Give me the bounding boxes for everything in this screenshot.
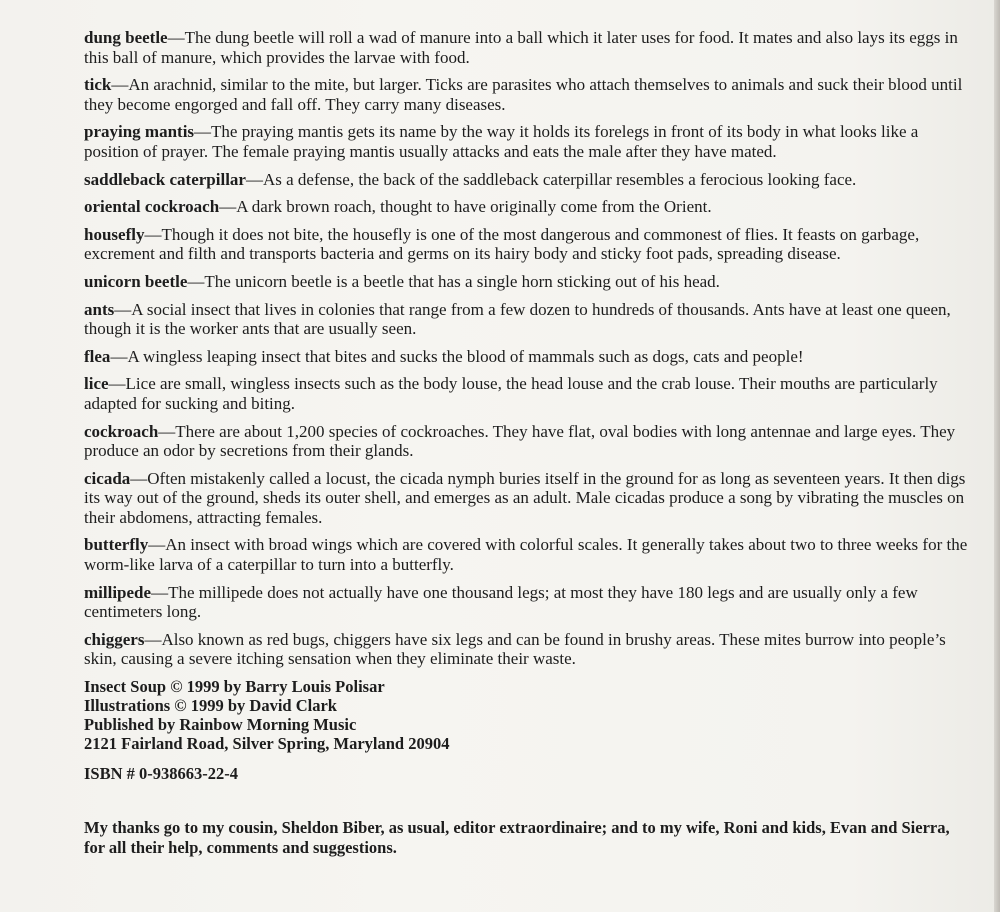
- glossary-definition: Though it does not bite, the housefly is one of the most dangerous and commonest of flies. It feasts on garbage, excrement and filth and transports bacteria and germs on its hairy body and sticky foot pads, spreading disease.: [84, 224, 920, 264]
- publisher-address: 2121 Fairland Road, Silver Spring, Maryland 20904: [84, 734, 450, 754]
- em-dash: —: [130, 468, 148, 488]
- glossary-definition: The dung beetle will roll a wad of manure into a ball which it later uses for food. It mates and also lays its eggs in this ball of manure, which provides the larvae with food.: [84, 28, 958, 67]
- glossary-content: [84, 28, 974, 858]
- glossary-definition: As a defense, the back of the saddleback caterpillar resembles a ferocious looking face.: [262, 169, 857, 189]
- glossary-definition: The millipede does not actually have one thousand legs; at most they have 180 legs and are usually only a few centimeters long.: [84, 582, 918, 622]
- em-dash: —: [158, 421, 176, 441]
- em-dash: —: [187, 271, 205, 291]
- glossary-entry: [84, 170, 974, 190]
- em-dash: —: [167, 28, 185, 47]
- glossary-entry: [84, 583, 974, 622]
- em-dash: —: [219, 197, 237, 217]
- glossary-term: butterfly: [84, 535, 149, 555]
- glossary-entry: [84, 272, 974, 292]
- glossary-entry: [84, 535, 974, 574]
- glossary-entry: [84, 469, 974, 528]
- glossary-definition: Lice are small, wingless insects such as the body louse, the head louse and the crab louse. Their mouths are particularly adapted for sucking and biting.: [84, 374, 938, 413]
- glossary-definition: A dark brown roach, thought to have originally come from the Orient.: [236, 197, 712, 217]
- em-dash: —: [110, 346, 128, 366]
- publisher: Published by Rainbow Morning Music: [84, 715, 357, 735]
- glossary-term: cockroach: [84, 421, 159, 441]
- glossary-term: tick: [84, 75, 112, 95]
- glossary-term: lice: [84, 374, 109, 394]
- em-dash: —: [144, 224, 162, 244]
- glossary-entry: [84, 374, 974, 413]
- em-dash: —: [111, 75, 129, 95]
- glossary-term: ants: [84, 299, 115, 319]
- em-dash: —: [108, 374, 126, 394]
- em-dash: —: [151, 582, 169, 602]
- glossary-entry: [84, 75, 974, 114]
- copyright-text: Insect Soup © 1999 by Barry Louis Polisar: [84, 677, 385, 697]
- glossary-term: housefly: [84, 224, 145, 244]
- glossary-term: saddleback caterpillar: [84, 169, 246, 189]
- glossary-entry: [84, 225, 974, 264]
- page-edge: [994, 0, 1000, 912]
- glossary-term: dung beetle: [84, 28, 168, 47]
- illustrations-credit: Illustrations © 1999 by David Clark: [84, 696, 337, 716]
- glossary-term: chiggers: [84, 629, 145, 649]
- glossary-definition: A wingless leaping insect that bites and sucks the blood of mammals such as dogs, cats and people!: [127, 346, 804, 366]
- glossary-definition: There are about 1,200 species of cockroaches. They have flat, oval bodies with long antennae and large eyes. They produce an odor by secretions from their glands.: [84, 421, 956, 461]
- glossary-entry: [84, 197, 974, 217]
- glossary-entry: [84, 28, 974, 67]
- em-dash: —: [245, 169, 263, 189]
- em-dash: —: [194, 122, 212, 142]
- em-dash: —: [148, 535, 166, 555]
- copyright-credits: [84, 677, 974, 753]
- glossary-entry: [84, 300, 974, 339]
- glossary-definition: An insect with broad wings which are covered with colorful scales. It generally takes about two to three weeks for the worm-like larva of a caterpillar to turn into a butterfly.: [84, 535, 968, 575]
- em-dash: —: [144, 629, 162, 649]
- glossary-definition: The praying mantis gets its name by the way it holds its forelegs in front of its body in what looks like a position of prayer. The female praying mantis usually attacks and eats the male after they have mated.: [84, 122, 919, 161]
- glossary-definition: Also known as red bugs, chiggers have six legs and can be found in brushy areas. These mites burrow into people’s skin, causing a severe itching sensation when they eliminate their waste.: [84, 629, 946, 669]
- glossary-list: [84, 28, 974, 669]
- glossary-entry: [84, 422, 974, 461]
- isbn: ISBN # 0-938663-22-4: [84, 764, 239, 784]
- glossary-term: unicorn beetle: [84, 271, 188, 291]
- glossary-term: millipede: [84, 582, 152, 602]
- glossary-entry: [84, 122, 974, 161]
- em-dash: —: [114, 299, 132, 319]
- glossary-entry: [84, 630, 974, 669]
- glossary-term: cicada: [84, 468, 131, 488]
- glossary-entry: [84, 347, 974, 367]
- glossary-term: flea: [84, 346, 111, 366]
- glossary-term: praying mantis: [84, 122, 195, 142]
- glossary-term: oriental cockroach: [84, 197, 220, 217]
- glossary-definition: The unicorn beetle is a beetle that has a single horn sticking out of his head.: [204, 271, 720, 291]
- glossary-definition: An arachnid, similar to the mite, but larger. Ticks are parasites who attach themselves to animals and suck their blood until they become engorged and fall off. They carry many diseases.: [84, 75, 963, 114]
- glossary-definition: Often mistakenly called a locust, the cicada nymph buries itself in the ground for as long as seventeen years. It then digs its way out of the ground, sheds its outer shell, and emerges as an adult. Male cicadas produce a song by vibrating the muscles on their abdomens, attracting females.: [84, 468, 966, 527]
- glossary-definition: A social insect that lives in colonies that range from a few dozen to hundreds of thousands. Ants have at least one queen, though it is the worker ants that are usually seen.: [84, 299, 951, 339]
- acknowledgement: My thanks go to my cousin, Sheldon Biber, as usual, editor extraordinaire; and to my wife, Roni and kids, Evan and Sierra, for all their help, comments and suggestions.: [84, 818, 950, 858]
